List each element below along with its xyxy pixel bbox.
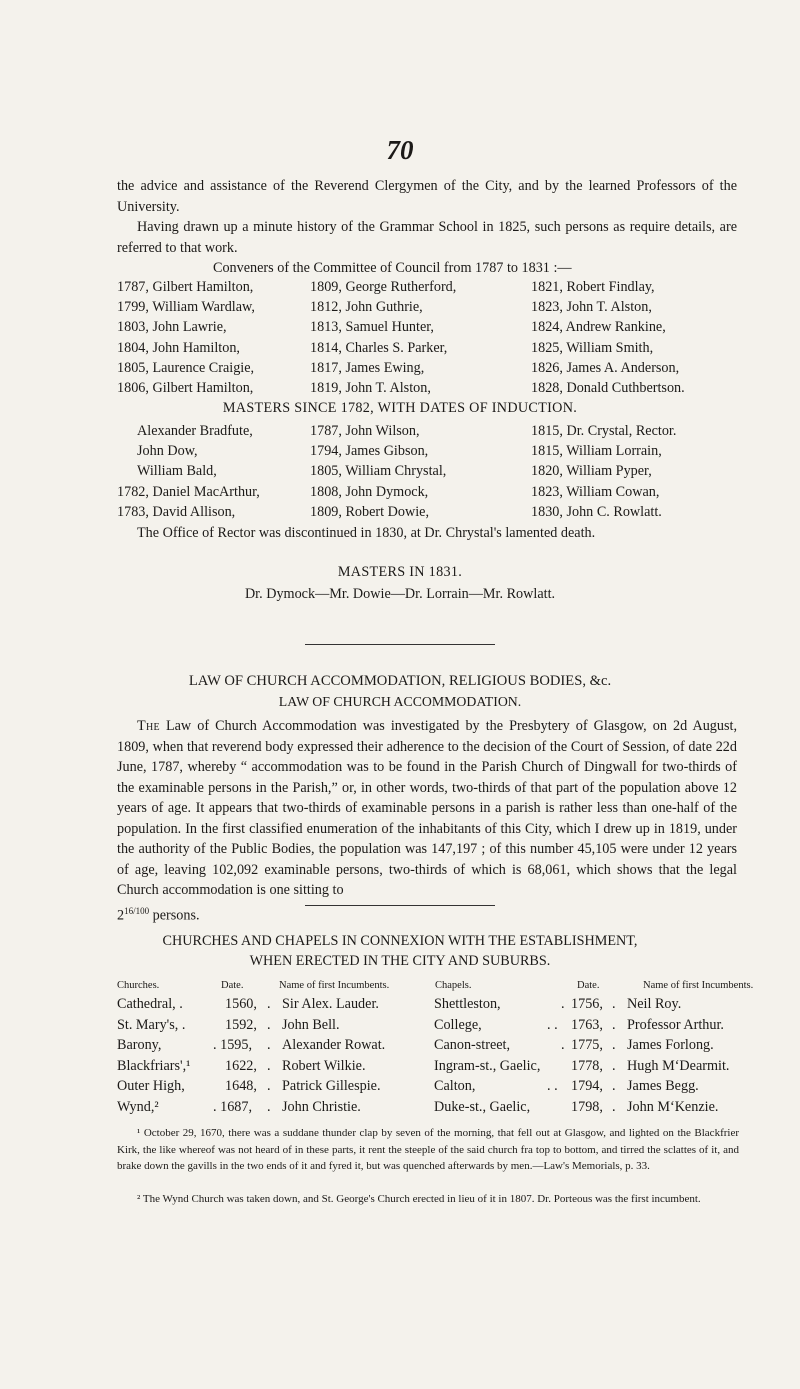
convener: 1817, James Ewing, bbox=[310, 359, 425, 376]
section-divider bbox=[305, 644, 495, 645]
church: Wynd,² bbox=[117, 1098, 159, 1115]
incumbent: James Begg. bbox=[627, 1078, 699, 1094]
convener: 1821, Robert Findlay, bbox=[531, 279, 655, 295]
leader-dots: . bbox=[267, 1016, 271, 1033]
masters-note: The Office of Rector was discontinued in 1830, at Dr. Chrystal's lamented death. bbox=[137, 525, 596, 541]
table-row bbox=[117, 1037, 747, 1058]
incumbent: Sir Alex. Lauder. bbox=[282, 996, 379, 1012]
incumbent: James Forlong. bbox=[627, 1037, 714, 1053]
chapel: College, bbox=[434, 1016, 482, 1033]
leader-dots: . . bbox=[547, 1016, 558, 1033]
date: 1622, bbox=[225, 1057, 257, 1074]
law-lead: The bbox=[137, 718, 160, 734]
date: . 1595, bbox=[213, 1037, 253, 1053]
leader-dots: . bbox=[612, 1078, 616, 1094]
convener: 1809, George Rutherford, bbox=[310, 279, 457, 295]
table-row bbox=[117, 1058, 747, 1079]
convener: 1813, Samuel Hunter, bbox=[310, 319, 434, 336]
table-row bbox=[117, 1078, 747, 1099]
col-header: Churches. bbox=[117, 980, 160, 991]
table-row bbox=[117, 996, 747, 1017]
masters-1831-names: Dr. Dymock—Mr. Dowie—Dr. Lorrain—Mr. Rowlatt. bbox=[244, 586, 556, 602]
incumbent: John M‘Kenzie. bbox=[627, 1098, 719, 1115]
convener: 1826, James A. Anderson, bbox=[531, 359, 680, 376]
chapel: Duke-st., Gaelic, bbox=[434, 1098, 531, 1115]
convener: 1804, John Hamilton, bbox=[117, 339, 240, 356]
master: 1787, John Wilson, bbox=[310, 423, 420, 439]
convener: 1823, John T. Alston, bbox=[531, 299, 652, 316]
incumbent: Patrick Gillespie. bbox=[282, 1078, 381, 1094]
convener: 1814, Charles S. Parker, bbox=[310, 339, 448, 356]
churches-heading: CHURCHES AND CHAPELS IN CONNEXION WITH THE ESTABLISHMENT, bbox=[162, 933, 638, 949]
incumbent: John Christie. bbox=[282, 1098, 361, 1115]
law-body: Law of Church Accommodation was investigated by the Presbytery of Glasgow, on 2d August, 1809, when that reverend body expressed their adherence to the decision of the Court of Session, of date 22d June, 1787, whereby “ accommodation was to be found in the Parish Church of Dingwall for two-thirds of the examinable persons in the Parish,” or, in other words, two-thirds of that part of the population above 12 years of age. It appears that two-thirds of examinable persons in a parish is rather less than one-half of the population. In the first classified enumeration of the inhabitants of this City, which I drew up in 1819, under the authority of the Public Bodies, the population was 147,197 ; of this number 45,105 were under 12 years of age, leaving 102,092 examinable persons, two-thirds of which is 68,061, which shows that the legal Church accommodation is one sitting to bbox=[117, 718, 738, 898]
convener: 1828, Donald Cuthbertson. bbox=[531, 379, 685, 396]
leader-dots: . bbox=[612, 996, 616, 1012]
master: 1815, William Lorrain, bbox=[531, 443, 662, 460]
col-header: Chapels. bbox=[435, 980, 472, 991]
church: Cathedral, . bbox=[117, 996, 183, 1012]
convener: 1824, Andrew Rankine, bbox=[531, 319, 666, 336]
date: 1794, bbox=[571, 1078, 603, 1094]
convener: 1799, William Wardlaw, bbox=[117, 299, 255, 316]
law-tail: persons. bbox=[152, 907, 200, 924]
master: 1823, William Cowan, bbox=[531, 483, 660, 500]
church: St. Mary's, . bbox=[117, 1016, 186, 1033]
master: William Bald, bbox=[137, 463, 217, 480]
law-heading: LAW OF CHURCH ACCOMMODATION, RELIGIOUS BODIES, &c. bbox=[188, 673, 612, 689]
leader-dots: . . bbox=[547, 1078, 558, 1094]
col-header: Date. bbox=[221, 980, 244, 991]
churches-subheading: WHEN ERECTED IN THE CITY AND SUBURBS. bbox=[249, 953, 551, 969]
leader-dots: . bbox=[561, 996, 565, 1012]
page-number: 70 bbox=[386, 135, 414, 165]
convener: 1812, John Guthrie, bbox=[310, 299, 423, 316]
table-row bbox=[117, 1099, 747, 1120]
convener: 1806, Gilbert Hamilton, bbox=[117, 379, 254, 396]
masters-1831-heading: MASTERS IN 1831. bbox=[337, 564, 463, 580]
col-header: Name of first Incumbents. bbox=[643, 980, 754, 991]
law-subheading: LAW OF CHURCH ACCOMMODATION. bbox=[278, 694, 522, 709]
intro-paragraph-2: Having drawn up a minute history of the Grammar School in 1825, such persons as require details, are referred to that work. bbox=[117, 219, 737, 256]
leader-dots: . bbox=[612, 1016, 616, 1033]
chapel: Ingram-st., Gaelic, bbox=[434, 1057, 541, 1074]
date: 1592, bbox=[225, 1016, 257, 1033]
church: Outer High, bbox=[117, 1078, 185, 1094]
masters-list bbox=[117, 423, 742, 524]
leader-dots: . bbox=[267, 1037, 271, 1053]
leader-dots: . bbox=[612, 1098, 616, 1115]
date: 1778, bbox=[571, 1057, 603, 1074]
leader-dots: . bbox=[612, 1057, 616, 1074]
master: 1783, David Allison, bbox=[117, 503, 236, 520]
date: 1763, bbox=[571, 1016, 603, 1033]
leader-dots: . bbox=[267, 1078, 271, 1094]
law-paragraph bbox=[117, 716, 737, 926]
master: 1830, John C. Rowlatt. bbox=[531, 503, 662, 520]
church: Blackfriars',¹ bbox=[117, 1057, 191, 1074]
date: 1775, bbox=[571, 1037, 603, 1053]
date: . 1687, bbox=[213, 1098, 253, 1115]
footnote-1: ¹ October 29, 1670, there was a suddane thunder clap by seven of the morning, that fell out at Glasgow, and lighted on the Blackfrier Kirk, the like whereof was not heard of in these parts, it rent the steeple of the said church fra top to bottom, and tirred the sclattes of it, and brake down the gavills in the two ends of it and fyred it, but was quenched afterwards by men.—Law's Memorials, p. 33. bbox=[117, 1127, 739, 1172]
date: 1756, bbox=[571, 996, 603, 1012]
master: John Dow, bbox=[137, 443, 198, 460]
leader-dots: . bbox=[267, 996, 271, 1012]
col-header: Date. bbox=[577, 980, 600, 991]
chapel: Calton, bbox=[434, 1078, 476, 1094]
master: 1809, Robert Dowie, bbox=[310, 503, 430, 520]
churches-table bbox=[117, 980, 754, 1119]
leader-dots: . bbox=[267, 1098, 271, 1115]
church: Barony, bbox=[117, 1037, 162, 1053]
convener: 1805, Laurence Craigie, bbox=[117, 359, 255, 376]
convener: 1787, Gilbert Hamilton, bbox=[117, 279, 254, 295]
incumbent: Alexander Rowat. bbox=[282, 1037, 386, 1053]
convener: 1825, William Smith, bbox=[531, 339, 654, 356]
table-row bbox=[117, 1017, 747, 1038]
master: 1820, William Pyper, bbox=[531, 463, 652, 480]
table-header bbox=[117, 980, 754, 996]
section-divider bbox=[305, 905, 495, 906]
date: 1560, bbox=[225, 996, 257, 1012]
master: 1794, James Gibson, bbox=[310, 443, 429, 460]
conveners-heading: Conveners of the Committee of Council from 1787 to 1831 :— bbox=[213, 260, 572, 276]
leader-dots: . bbox=[561, 1037, 565, 1053]
date: 1648, bbox=[225, 1078, 257, 1094]
master: 1808, John Dymock, bbox=[310, 483, 429, 500]
conveners-list bbox=[117, 279, 742, 400]
intro-paragraph-1: the advice and assistance of the Reverend Clergymen of the City, and by the learned Professors of the University. bbox=[117, 178, 737, 215]
col-header: Name of first Incumbents. bbox=[279, 980, 390, 991]
master: 1815, Dr. Crystal, Rector. bbox=[531, 423, 677, 439]
chapel: Canon-street, bbox=[434, 1037, 511, 1053]
date: 1798, bbox=[571, 1098, 603, 1115]
masters-heading: MASTERS SINCE 1782, WITH DATES OF INDUCTION. bbox=[222, 400, 578, 416]
fraction-part: 16/100 bbox=[124, 905, 150, 916]
incumbent: Neil Roy. bbox=[627, 996, 682, 1012]
incumbent: Professor Arthur. bbox=[627, 1016, 724, 1033]
master: 1805, William Chrystal, bbox=[310, 463, 447, 480]
leader-dots: . bbox=[612, 1037, 616, 1053]
master: 1782, Daniel MacArthur, bbox=[117, 483, 260, 500]
incumbent: Robert Wilkie. bbox=[282, 1057, 366, 1074]
incumbent: Hugh M‘Dearmit. bbox=[627, 1057, 730, 1074]
footnote-2: ² The Wynd Church was taken down, and St. George's Church erected in lieu of it in 1807. Dr. Porteous was the first incumbent. bbox=[137, 1193, 701, 1205]
incumbent: John Bell. bbox=[282, 1016, 340, 1033]
fraction-whole: 2 bbox=[117, 907, 125, 924]
master: Alexander Bradfute, bbox=[137, 423, 253, 439]
leader-dots: . bbox=[267, 1057, 271, 1074]
convener: 1819, John T. Alston, bbox=[310, 379, 431, 396]
convener: 1803, John Lawrie, bbox=[117, 319, 227, 336]
chapel: Shettleston, bbox=[434, 996, 501, 1012]
